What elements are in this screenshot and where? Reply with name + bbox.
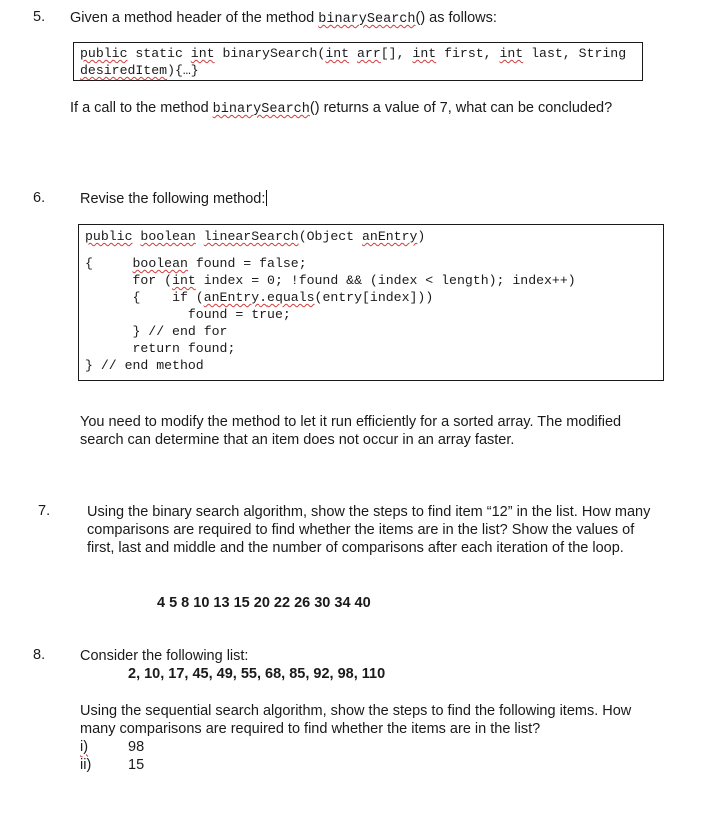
brace-open: { <box>85 256 93 271</box>
param-desired-item: desiredItem <box>80 63 168 78</box>
question-6-number: 6. <box>33 190 46 206</box>
code-line <box>85 323 663 340</box>
code-text: found = true; <box>187 307 291 322</box>
code-line <box>85 340 663 357</box>
code-text: ) <box>417 229 426 244</box>
kw-int: int <box>499 46 524 61</box>
kw-static: static <box>127 46 191 61</box>
method-name: linearSearch <box>203 229 299 244</box>
code-text: [], <box>380 46 413 61</box>
code-line <box>85 255 663 272</box>
code-line <box>85 357 663 374</box>
kw-boolean: boolean <box>132 256 188 271</box>
question-8-prompt: Consider the following list: <box>80 648 249 664</box>
kw-int: int <box>190 46 215 61</box>
q5-code-line-1 <box>80 45 642 62</box>
header-method-name: binarySearch <box>318 12 416 27</box>
text-cursor <box>266 190 267 206</box>
question-7-text: Using the binary search algorithm, show the steps to find item “12” in the list. How many comparisons are required to find whether the items are in the list? Show the values of first, last and middle and the number of comparisons after each iteration of the loop. <box>87 504 651 556</box>
method-name: binarySearch( <box>214 46 326 61</box>
item-label: i) <box>80 739 89 755</box>
question-6-note: You need to modify the method to let it run efficiently for a sorted array. The modified search can determine that an item does not occur in an array faster. <box>80 414 622 448</box>
code-text: for ( <box>132 273 173 288</box>
question-6-prompt <box>80 190 267 208</box>
brace-open: { <box>132 290 141 305</box>
code-text: . <box>259 290 268 305</box>
q5-code-box <box>73 42 643 81</box>
kw-public: public <box>80 46 128 61</box>
code-text: found = false; <box>187 256 307 271</box>
prompt-method-name: binarySearch <box>212 102 310 117</box>
code-line <box>85 272 663 289</box>
q5-code-line-2 <box>80 62 642 79</box>
prompt-text-post: () returns a value of 7, what can be concluded? <box>309 100 613 116</box>
code-text: index = 0; !found && (index < length); index++) <box>195 273 576 288</box>
question-5-header <box>70 9 670 28</box>
code-text: } // end method <box>85 358 204 373</box>
question-7-list: 4 5 8 10 13 15 20 22 26 30 34 40 <box>157 595 371 611</box>
code-text: } // end for <box>132 324 228 339</box>
code-signature <box>85 228 663 245</box>
question-8-item-2 <box>80 756 144 774</box>
kw-boolean: boolean <box>140 229 196 244</box>
method-equals: equals <box>267 290 315 305</box>
question-5-number: 5. <box>33 9 46 25</box>
item-label: ii) <box>80 757 92 773</box>
item-value: 15 <box>128 757 145 773</box>
code-tail: ){…} <box>167 63 199 78</box>
param-last-string: last, String <box>523 46 627 61</box>
question-7-number: 7. <box>38 503 51 519</box>
var-anentry: anEntry <box>203 290 260 305</box>
param-arr: arr <box>357 46 381 61</box>
code-line <box>85 306 663 323</box>
q6-code-box <box>78 224 664 381</box>
code-text: return found; <box>132 341 236 356</box>
question-5-prompt <box>70 99 660 118</box>
kw-int: int <box>172 273 196 288</box>
item-value: 98 <box>128 739 145 755</box>
question-8-item-1 <box>80 738 144 756</box>
param-first: first, <box>436 46 500 61</box>
header-text-pre: Given a method header of the method <box>70 10 319 26</box>
kw-public: public <box>85 229 133 244</box>
header-text-post: () as follows: <box>415 10 497 26</box>
question-8-number: 8. <box>33 647 46 663</box>
code-line <box>85 289 663 306</box>
kw-int: int <box>412 46 437 61</box>
question-8-text: Using the sequential search algorithm, show the steps to find the following items. How many comparisons are required to find whether the items are in the list? <box>80 703 632 737</box>
code-text: (entry[index])) <box>314 290 434 305</box>
question-8-list: 2, 10, 17, 45, 49, 55, 68, 85, 92, 98, 110 <box>128 666 386 682</box>
param-anentry: anEntry <box>362 229 418 244</box>
prompt-text-pre: If a call to the method <box>70 100 213 116</box>
prompt-text: Revise the following method: <box>80 191 266 207</box>
code-text: (Object <box>298 229 363 244</box>
kw-int: int <box>325 46 350 61</box>
code-text: if ( <box>172 290 204 305</box>
